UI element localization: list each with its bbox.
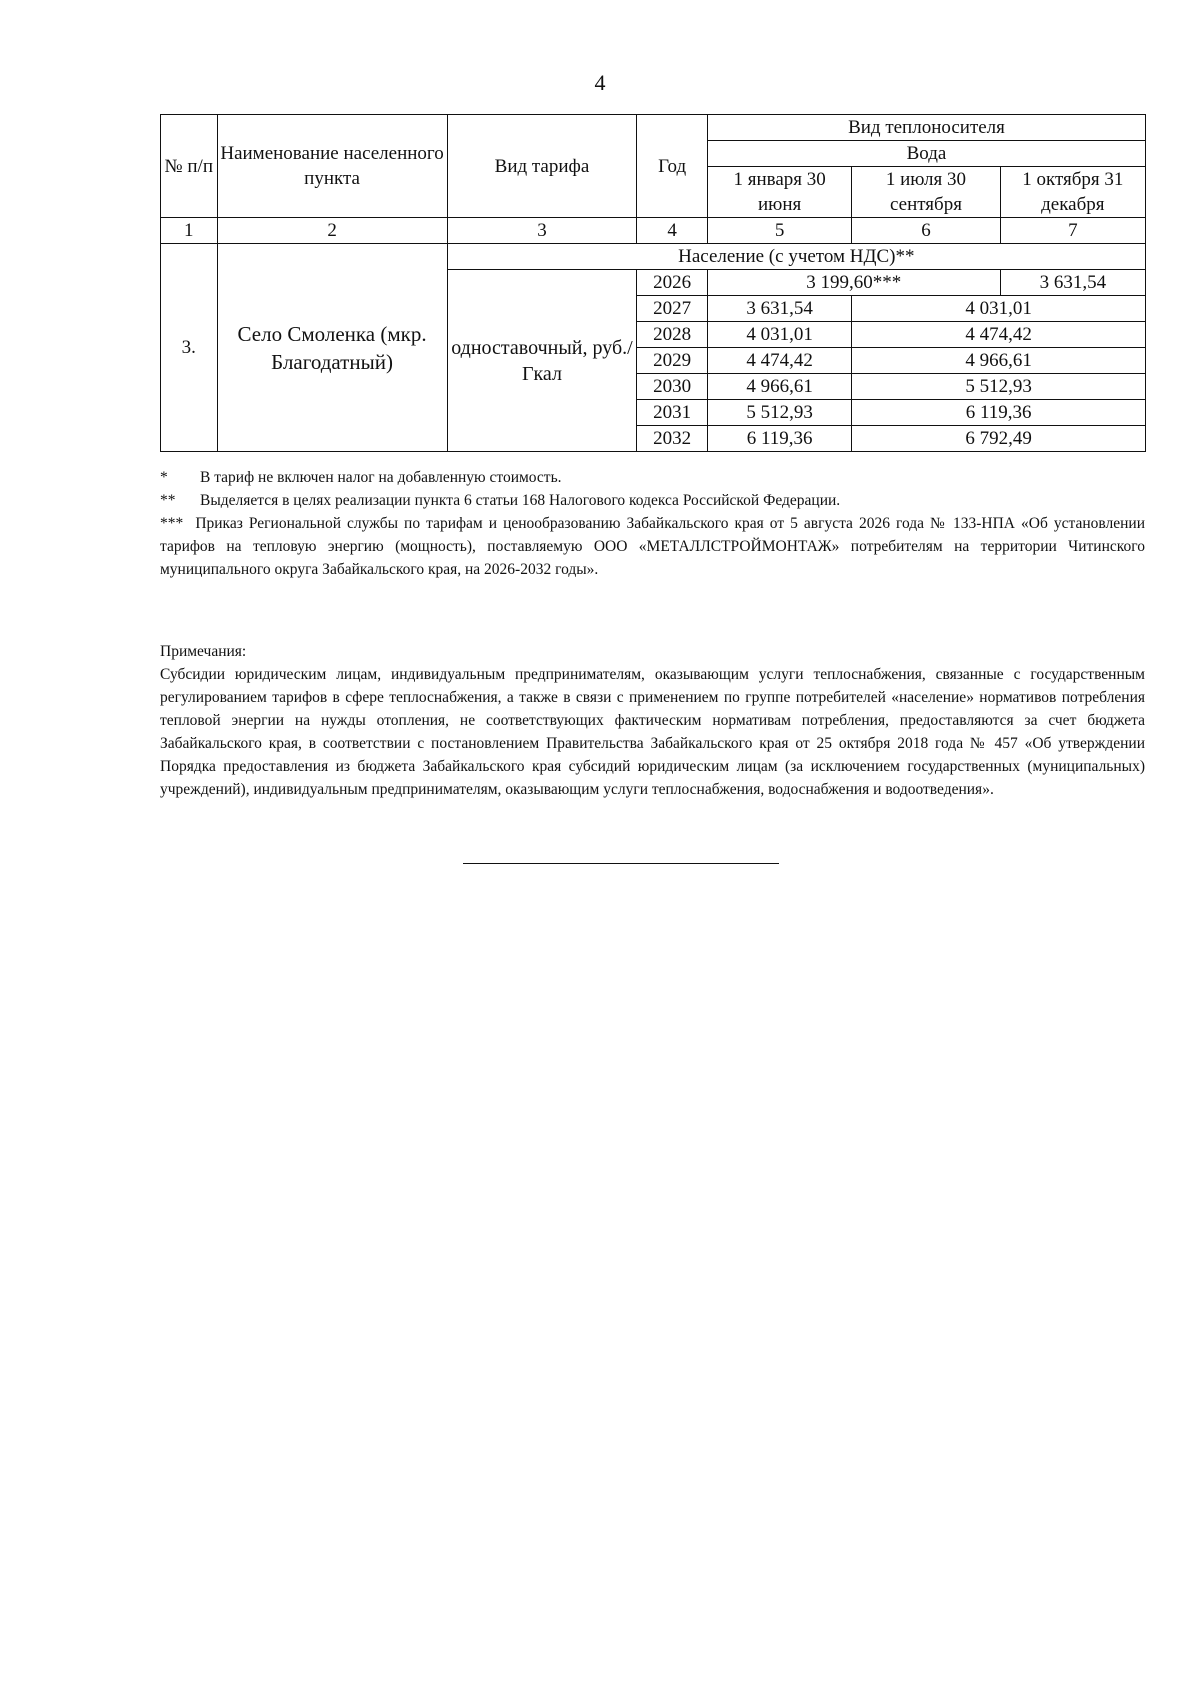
year-cell: 2032 [637,426,708,452]
footnote-text: Приказ Региональной службы по тарифам и ценообразованию Забайкальского края от 5 августа 2026 года № 133-НПА «Об установлении тарифов на тепловую энергию (мощность), поставляемую ООО «МЕТАЛЛСТРОЙМОНТАЖ» потребителям на территории Читинского муниципального округа Забайкальского края, на 2026-2032 годы». [160,515,1146,578]
header-period-3: 1 октября 31 декабря [1000,167,1145,218]
footnote-mark: ** [160,492,176,509]
end-rule [463,863,779,864]
settlement-name: Село Смоленка (мкр. Благодатный) [217,244,447,452]
header-period-1: 1 января 30 июня [707,167,851,218]
footnote [160,489,1145,512]
col-number: 6 [852,218,1000,244]
header-heat-carrier: Вид теплоносителя [707,115,1145,141]
tariff-value: 6 119,36 [852,400,1146,426]
header-water: Вода [707,141,1145,167]
year-cell: 2029 [637,348,708,374]
year-cell: 2026 [637,270,708,296]
tariff-value: 5 512,93 [852,374,1146,400]
header-tariff-type: Вид тарифа [447,115,637,218]
tariff-value: 3 631,54 [1000,270,1145,296]
notes-text: Субсидии юридическим лицам, индивидуальным предпринимателям, оказывающим услуги теплоснабжения, связанные с государственным регулированием тарифов в сфере теплоснабжения, а также в связи с применением по группе потребителей «население» нормативов потребления тепловой энергии на нужды отопления, не соответствующих фактическим нормативам потребления, предоставляются за счет бюджета Забайкальского края, в соответствии с постановлением Правительства Забайкальского края от 25 октября 2018 года № 457 «Об утверждении Порядка предоставления из бюджета Забайкальского края субсидий юридическим лицам (за исключением государственных (муниципальных) учреждений), индивидуальным предпринимателям, оказывающим услуги теплоснабжения, водоснабжения и водоотведения». [160,666,1145,798]
footnote-text: Выделяется в целях реализации пункта 6 статьи 168 Налогового кодекса Российской Федерации. [200,492,841,509]
footnote-text: В тариф не включен налог на добавленную стоимость. [200,469,562,486]
notes-title: Примечания: [160,643,247,660]
year-cell: 2030 [637,374,708,400]
page-number: 4 [594,70,606,95]
tariff-value: 6 119,36 [707,426,851,452]
tariff-table [160,114,1146,452]
col-number: 3 [447,218,637,244]
header-year: Год [637,115,708,218]
tariff-value: 3 631,54 [707,296,851,322]
tariff-type-cell: одноставочный, руб./Гкал [447,270,637,452]
tariff-value: 4 031,01 [707,322,851,348]
tariff-value: 6 792,49 [852,426,1146,452]
tariff-value: 4 474,42 [852,322,1146,348]
col-number: 2 [217,218,447,244]
tariff-value: 4 966,61 [707,374,851,400]
col-number: 7 [1000,218,1145,244]
notes-section [160,640,1145,801]
header-settlement-name: Наименование населенного пункта [217,115,447,218]
tariff-value: 3 199,60*** [707,270,1000,296]
tariff-value: 4 966,61 [852,348,1146,374]
year-cell: 2028 [637,322,708,348]
header-period-2: 1 июля 30 сентября [852,167,1000,218]
footnote-mark: * [160,469,168,486]
footnote-mark: *** [160,515,184,532]
col-number: 1 [161,218,218,244]
group-label: Население (с учетом НДС)** [447,244,1145,270]
tariff-value: 5 512,93 [707,400,851,426]
col-number: 5 [707,218,851,244]
tariff-value: 4 031,01 [852,296,1146,322]
year-cell: 2027 [637,296,708,322]
header-num: № п/п [161,115,218,218]
year-cell: 2031 [637,400,708,426]
tariff-value: 4 474,42 [707,348,851,374]
col-number: 4 [637,218,708,244]
footnotes [160,466,1145,581]
footnote [160,512,1145,581]
row-number: 3. [161,244,218,452]
footnote [160,466,1145,489]
